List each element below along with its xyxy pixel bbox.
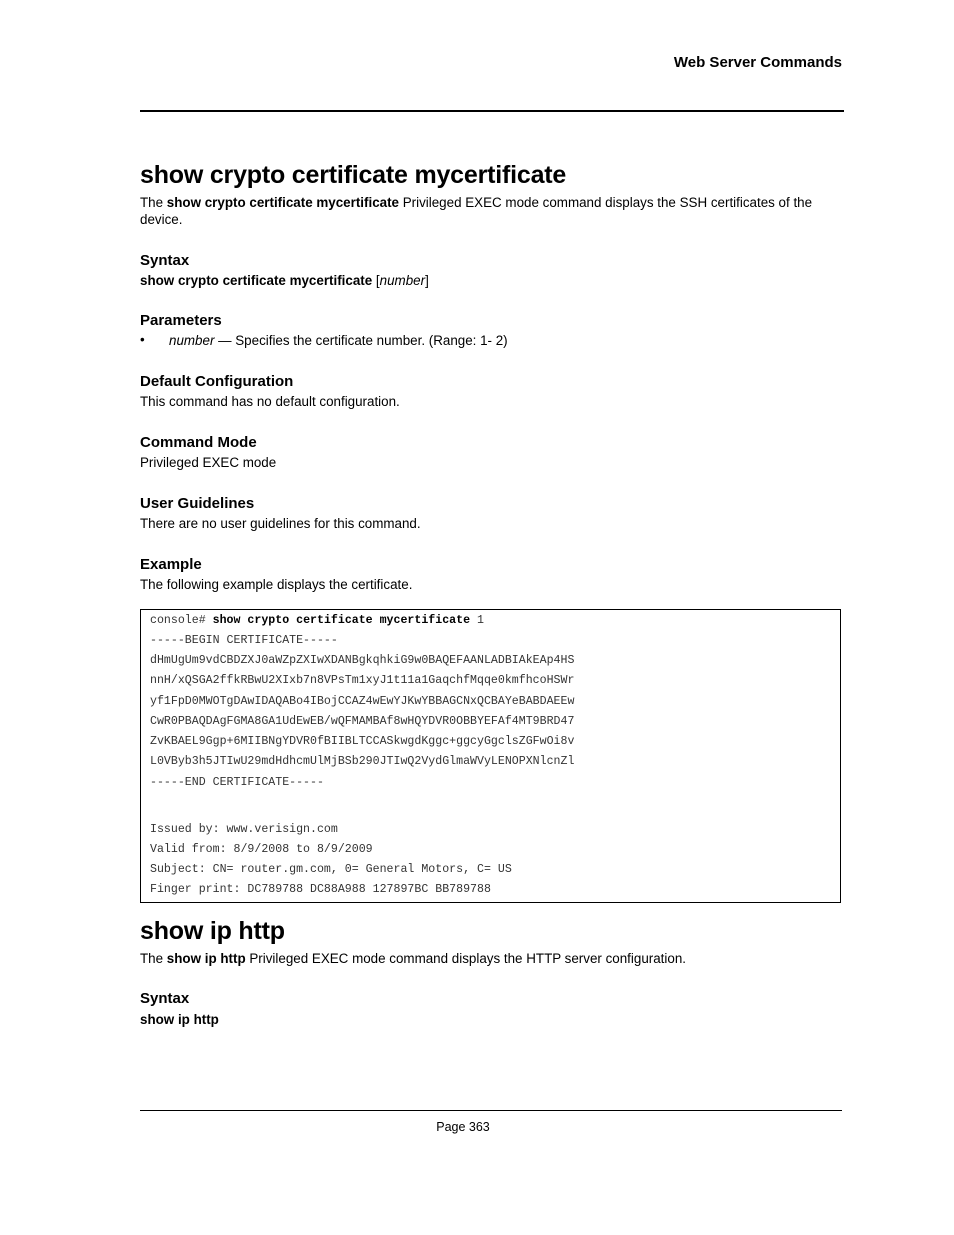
parameter-name: number <box>169 333 215 348</box>
parameter-description: — Specifies the certificate number. (Range: 1- 2) <box>214 333 508 348</box>
code-line: Subject: CN= router.gm.com, 0= General Motors, C= US <box>150 863 512 876</box>
syntax-heading: Syntax <box>140 252 190 269</box>
code-command-line <box>150 614 484 627</box>
command-mode-text: Privileged EXEC mode <box>140 455 277 470</box>
section-description: The show crypto certificate mycertificate Privileged EXEC mode command displays the SSH certificates of the device. <box>140 195 813 227</box>
syntax-command: show ip http <box>140 1012 219 1027</box>
section-title-crypto: show crypto certificate mycertificate <box>140 161 567 189</box>
code-line: -----BEGIN CERTIFICATE----- <box>150 634 338 647</box>
page-number: Page 363 <box>436 1120 490 1134</box>
user-guidelines-text: There are no user guidelines for this command. <box>140 516 421 531</box>
code-example-box <box>140 609 841 903</box>
syntax-line: show crypto certificate mycertificate [number] <box>140 273 429 288</box>
code-line: nnH/xQSGA2ffkRBwU2XIxb7n8VPsTm1xyJ1t11a1GaqchfMqqe0kmfhcoHSWr <box>150 674 575 687</box>
default-config-text: This command has no default configuration. <box>140 394 400 409</box>
code-line: Issued by: www.verisign.com <box>150 823 338 836</box>
example-text: The following example displays the certificate. <box>140 577 413 592</box>
code-line: -----END CERTIFICATE----- <box>150 776 324 789</box>
syntax-command: show crypto certificate mycertificate <box>140 273 373 288</box>
code-line: dHmUgUm9vdCBDZXJ0aWZpZXIwXDANBgkqhkiG9w0BAQEFAANLADBIAkEAp4HS <box>150 654 575 667</box>
command-name: show ip http <box>166 951 246 966</box>
section-title-http: show ip http <box>140 917 285 945</box>
bullet-marker: • <box>140 332 145 347</box>
command-mode-heading: Command Mode <box>140 434 257 451</box>
footer-rule <box>140 1110 842 1111</box>
user-guidelines-heading: User Guidelines <box>140 495 255 512</box>
section-description: The show ip http Privileged EXEC mode command displays the HTTP server configuration. <box>140 951 686 966</box>
code-line: yf1FpD0MWOTgDAwIDAQABo4IBojCCAZ4wEwYJKwYBBAGCNxQCBAYeBABDAEEw <box>150 695 575 708</box>
code-line: CwR0PBAQDAgFGMA8GA1UdEwEB/wQFMAMBAf8wHQYDVR0OBBYEFAf4MT9BRD47 <box>150 715 575 728</box>
syntax-param: number <box>379 273 426 288</box>
running-header: Web Server Commands <box>673 54 842 71</box>
default-config-heading: Default Configuration <box>140 373 294 390</box>
syntax-heading: Syntax <box>140 990 190 1007</box>
header-rule <box>140 110 844 112</box>
code-command: show crypto certificate mycertificate <box>212 614 471 627</box>
parameter-item <box>169 333 508 348</box>
code-line: ZvKBAEL9Ggp+6MIIBNgYDVR0fBIIBLTCCASkwgdKggc+ggcyGgclsZGFwOi8v <box>150 735 575 748</box>
parameters-heading: Parameters <box>140 312 222 329</box>
console-prompt: console# <box>150 614 213 627</box>
code-line: Finger print: DC789788 DC88A988 127897BC BB789788 <box>150 883 491 896</box>
code-line: Valid from: 8/9/2008 to 8/9/2009 <box>150 843 373 856</box>
code-argument: 1 <box>470 614 484 627</box>
example-heading: Example <box>140 556 202 573</box>
code-line: L0VByb3h5JTIwU29mdHdhcmUlMjBSb290JTIwQ2VydGlmaWVyLENOPXNlcnZl <box>150 755 575 768</box>
command-name: show crypto certificate mycertificate <box>166 195 399 210</box>
